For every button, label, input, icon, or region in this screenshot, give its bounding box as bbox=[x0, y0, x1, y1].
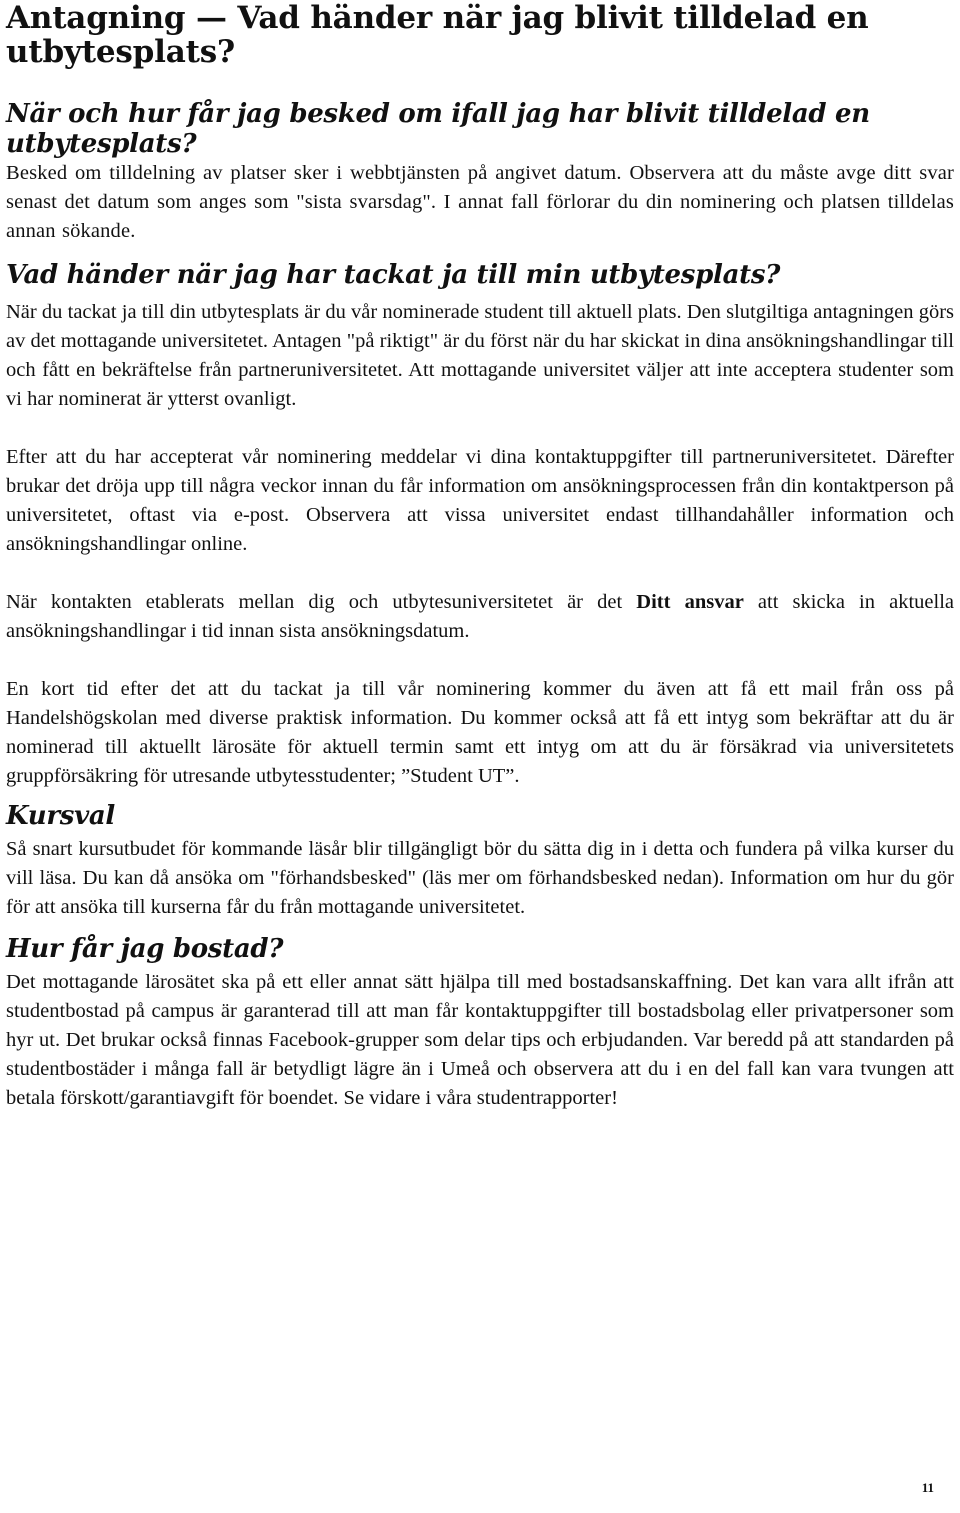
paragraph-praktisk-information: En kort tid efter det att du tackat ja till vår nominering kommer du även att få ett mail från oss på Handelshögskolan med diverse praktisk information. Du kommer också att få ett intyg som bekräftar att du är nominerad till aktuellt lärosäte för aktuell termin samt ett intyg om att du är försäkrad via universitetets gruppförsäkring för utresande utbytesstudenter; ”Student UT”. bbox=[6, 678, 954, 787]
section-heading-kursval: Kursval bbox=[6, 801, 115, 831]
ansvar-text-before: När kontakten etablerats mellan dig och utbytesuniversitetet är det bbox=[6, 591, 637, 613]
page-title: Antagning — Vad händer när jag blivit tilldelad en utbytesplats? bbox=[6, 0, 869, 70]
ansvar-text-after: att skicka in aktuella ansökningshandlingar i tid innan sista ansökningsdatum. bbox=[6, 591, 954, 642]
paragraph-nominerad-student: När du tackat ja till din utbytesplats är du vår nominerade student till aktuell plats. Den slutgiltiga antagningen görs av det mottagande universitetet. Antagen "på riktigt" är du först när du har skickat in dina ansökningshandlingar till och fått en bekräftelse från partneruniversitetet. Att mottagande universitet väljer att inte acceptera studenter som vi har nominerat är ytterst ovanligt. bbox=[6, 301, 954, 410]
section-heading-besked: När och hur får jag besked om ifall jag har blivit tilldelad en utbytesplats? bbox=[6, 99, 870, 159]
paragraph-ditt-ansvar bbox=[6, 588, 954, 646]
section-heading-tackat-ja: Vad händer när jag har tackat ja till min utbytesplats? bbox=[6, 260, 781, 290]
paragraph-bostad: Det mottagande lärosätet ska på ett eller annat sätt hjälpa till med bostadsanskaffning. Det kan vara allt ifrån att studentbostad på campus är garanterad till att man får kontaktuppgifter till bostadsbolag eller privatpersoner som hyr ut. Det brukar också finnas Facebook-grupper som delar tips och erbjudanden. Var beredd på att standarden på studentbostäder i många fall är betydligt lägre än i Umeå och observera att du i en del fall kan vara tvungen att betala förskott/garantiavgift för boendet. Se vidare i våra studentrapporter! bbox=[6, 971, 954, 1109]
paragraph-besked: Besked om tilldelning av platser sker i webbtjänsten på angivet datum. Observera att du måste avge ditt svar senast det datum som anges som "sista svarsdag". I annat fall förlorar du din nominering och platsen tilldelas annan sökande. bbox=[6, 162, 954, 242]
document-page bbox=[6, 0, 954, 1113]
paragraph-kursval: Så snart kursutbudet för kommande läsår blir tillgängligt bör du sätta dig in i detta och fundera på vilka kurser du vill läsa. Du kan då ansöka om "förhandsbesked" (läs mer om förhandsbesked nedan). Information om hur du gör för att ansöka till kurserna får du från mottagande universitetet. bbox=[6, 838, 954, 918]
section-heading-bostad: Hur får jag bostad? bbox=[6, 934, 284, 964]
page-number: 11 bbox=[921, 1480, 934, 1495]
paragraph-kontaktuppgifter: Efter att du har accepterat vår nominering meddelar vi dina kontaktuppgifter till partneruniversitetet. Därefter brukar det dröja upp till några veckor innan du får information om ansökningsprocessen från din kontaktperson på universitetet, oftast via e-post. Observera att vissa universitet endast tillhandahåller information och ansökningshandlingar online. bbox=[6, 446, 954, 555]
ansvar-emphasis: Ditt ansvar bbox=[636, 591, 744, 613]
